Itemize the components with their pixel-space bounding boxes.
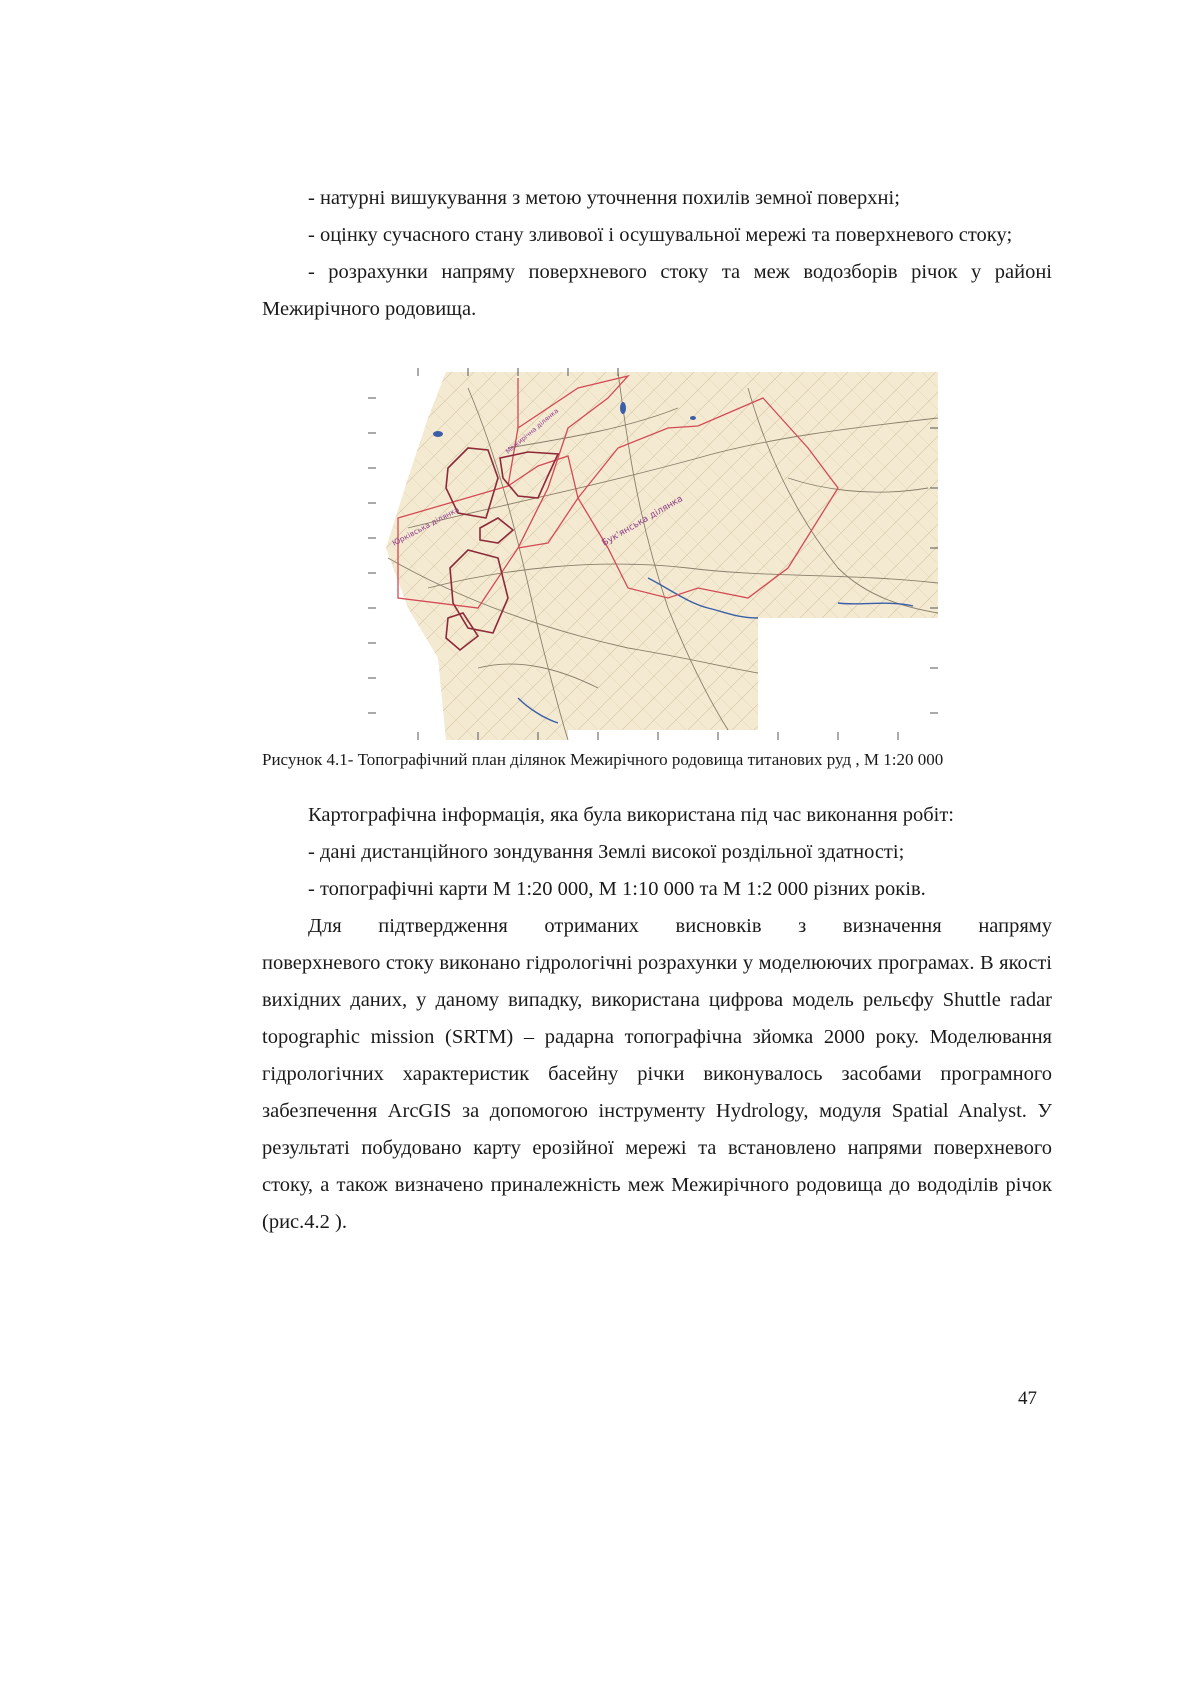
topographic-map-figure	[368, 368, 938, 740]
sources-intro: Картографічна інформація, яка була використана під час виконання робіт:	[308, 804, 954, 826]
map-label-bukyanska: Бук'янська ділянка	[600, 494, 685, 549]
source-item-remote-sensing: - дані дистанційного зондування Землі високої роздільної здатності;	[308, 841, 905, 863]
list-item-drainage-assessment: - оцінку сучасного стану зливової і осушувальної мережі та поверхневого стоку;	[308, 224, 1013, 246]
source-item-topo-maps: - топографічні карти М 1:20 000, М 1:10 000 та М 1:2 000 різних років.	[308, 878, 926, 900]
figure-caption: Рисунок 4.1- Топографічний план ділянок Межирічного родовища титанових руд , М 1:20 000	[262, 750, 944, 769]
list-item-runoff-calculation: - розрахунки напряму поверхневого стоку та меж водозборів річок у районі Межирічного родовища.	[262, 261, 1052, 320]
hydrology-paragraph: поверхневого стоку виконано гідрологічні розрахунки у моделюючих програмах. В якості вихідних даних, у даному випадку, використана цифрова модель рельєфу Shuttle radar topographic mission (SRTM) – радарна топографічна зйомка 2000 року. Моделювання гідрологічних характеристик басейну річки виконувалось засобами програмного забезпечення ArcGIS за допомогою інструменту Hydrology, модуля Spatial Analyst. У результаті побудовано карту ерозійної мережі та встановлено напрями поверхневого стоку, а також визначено приналежність меж Межирічного родовища до вододілів річок (рис.4.2 ).	[262, 952, 1052, 1233]
top-list	[262, 180, 1052, 328]
main-text	[262, 797, 1052, 1241]
paragraph-first-line: Для підтвердження отриманих висновків з визначення напряму	[308, 915, 1052, 937]
map-label-yurkivska: Юрківська ділянка	[390, 504, 461, 548]
map-label-mezhyrichna: Межирічна ділянка	[504, 406, 561, 456]
page-number: 47	[1018, 1388, 1037, 1409]
list-item-field-survey: - натурні вишукування з метою уточнення похилів земної поверхні;	[308, 187, 900, 209]
